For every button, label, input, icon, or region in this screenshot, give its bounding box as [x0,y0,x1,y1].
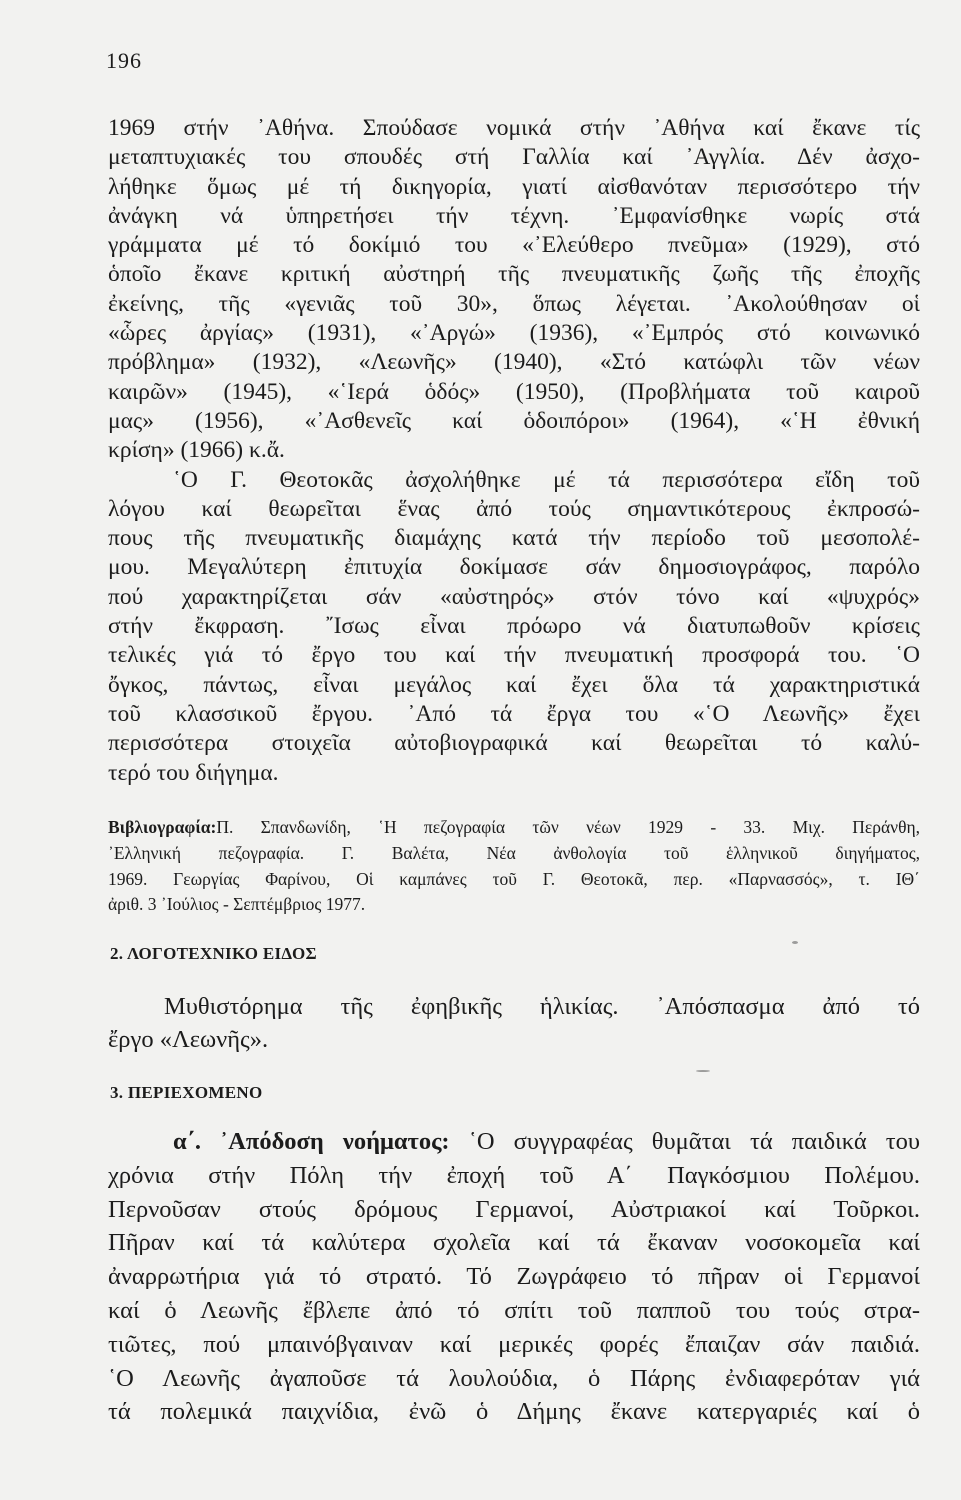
text-line: πού χαρακτηρίζεται σάν «αὐστηρός» στόν τόνο καί «ψυχρός» [108,583,920,610]
bibliography-line: ἀριθ. 3 ᾿Ιούλιος - Σεπτέμβριος 1977. [108,894,366,915]
bibliography-label: Βιβλιογραφία: [108,817,217,837]
biography-text [108,114,920,788]
text-line: χρόνια στήν Πόλη τήν ἐποχή τοῦ Α΄ Παγκόσμιου Πολέμου. [108,1161,920,1189]
text-line: ῾Ο Γ. Θεοτοκᾶς ἀσχολήθηκε μέ τά περισσότερα εἴδη τοῦ [173,466,920,493]
genre-text [108,990,920,1056]
text-line: τερό του διήγημα. [108,759,279,786]
text-line: ἔργο «Λεωνῆς». [108,1026,269,1053]
text-line: ἀναρρωτήρια γιά τό στρατό. Τό Ζωγράφειο τό πῆραν οἱ Γερμανοί [108,1263,920,1291]
page-number: 196 [106,48,142,73]
text-line: καιρῶν» (1945), «῾Ιερά ὁδός» (1950), (Προβλήματα τοῦ καιροῦ [108,378,920,405]
print-speck [696,1070,710,1072]
text-line: «ὧρες ἀργίας» (1931), «᾿Αργώ» (1936), «᾿Εμπρός στό κοινωνικό [108,320,920,347]
text-line: λόγου καί θεωρεῖται ἕνας ἀπό τούς σημαντικότερους ἐκπροσώ- [108,495,920,522]
text-line: Πῆραν καί τά καλύτερα σχολεῖα καί τά ἔκαναν νοσοκομεῖα καί [108,1229,920,1257]
bibliography-line: ᾿Ελληνική πεζογραφία. Γ. Βαλέτα, Νέα ἀνθολογία τοῦ ἑλληνικοῦ διηγήματος, [108,842,920,863]
text-line: τά πολεμικά παιχνίδια, ἐνῶ ὁ Δήμης ἔκανε κατεργαριές καί ὁ [108,1398,920,1426]
text-fragment: ῾Ο συγγραφέας θυμᾶται τά παιδικά του [468,1128,921,1155]
bibliography-line [108,815,920,841]
text-line: ἀνάγκη νά ὑπηρετήσει τήν τέχνη. ᾿Εμφανίσθηκε νωρίς στά [108,202,920,229]
text-line: ῾Ο Λεωνῆς ἀγαποῦσε τά λουλούδια, ὁ Πάρης ἐνδιαφερόταν γιά [108,1364,920,1392]
text-line: μεταπτυχιακές του σπουδές στή Γαλλία καί ᾿Αγγλία. Δέν ἀσχο- [108,144,920,171]
text-line: καί ὁ Λεωνῆς ἔβλεπε ἀπό τό σπίτι τοῦ παπποῦ του τούς στρα- [108,1296,920,1324]
text-line: μου. Μεγαλύτερη ἐπιτυχία δοκίμασε σάν δημοσιογράφος, παρόλο [108,554,920,581]
print-speck [792,941,798,944]
bibliography [108,815,920,918]
text-line: λήθηκε ὅμως μέ τή δικηγορία, γιατί αἰσθανόταν περισσότερο τήν [108,173,920,200]
text-line: Περνοῦσαν στούς δρόμους Γερμανοί, Αὐστριακοί καί Τοῦρκοι. [108,1195,920,1223]
bibliography-text: Π. Σπανδωνίδη, ῾Η πεζογραφία τῶν νέων 1929 - 33. Μιχ. Περάνθη, [216,817,920,837]
text-line: γράμματα μέ τό δοκίμιό του «᾿Ελεύθερο πνεῦμα» (1929), στό [108,232,920,259]
text-line: τοῦ κλασσικοῦ ἔργου. ᾿Από τά ἔργα του «῾Ο Λεωνῆς» ἔχει [108,700,920,727]
text-line: 1969 στήν ᾿Αθήνα. Σπούδασε νομικά στήν ᾿Αθήνα καί ἔκανε τίς [108,115,920,141]
text-line: ὄγκος, πάντως, εἶναι μεγάλος καί ἔχει ὅλα τά χαρακτηριστικά [108,671,920,698]
text-line: ὁποῖο ἔκανε κριτική αὐστηρή τῆς πνευματικῆς ζωῆς τῆς ἐποχῆς [108,261,920,288]
text-line: κρίση» (1966) κ.ἄ. [108,437,285,464]
text-line: περισσότερα στοιχεῖα αὐτοβιογραφικά καί θεωρεῖται τό καλύ- [108,730,920,757]
text-line: ἐκείνης, τῆς «γενιᾶς τοῦ 30», ὅπως λέγεται. ᾿Ακολούθησαν οἱ [108,290,920,317]
text-line: πρόβλημα» (1932), «Λεωνῆς» (1940), «Στό κατώφλι τῶν νέων [108,349,920,376]
bibliography-line: 1969. Γεωργίας Φαρίνου, Οἱ καμπάνες τοῦ Γ. Θεοτοκᾶ, περ. «Παρνασσός», τ. ΙΘ΄ [108,868,920,889]
text-line: τιῶτες, πού μπαινόβγαιναν καί μερικές φορές ἔπαιζαν σάν παιδιά. [108,1330,920,1358]
text-line: τελικές γιά τό ἔργο του καί τήν πνευματική προσφορά του. ῾Ο [108,642,920,669]
subsection-label: α΄. ᾿Απόδοση νοήματος: [173,1128,450,1155]
text-line: μας» (1956), «᾿Ασθενεῖς καί ὁδοιπόροι» (1964), «῾Η ἐθνική [108,407,920,434]
text-line: στήν ἔκφραση. ῎Ισως εἶναι πρόωρο νά διατυπωθοῦν κρίσεις [108,613,920,640]
section-heading-content: 3. ΠΕΡΙΕΧΟΜΕΝΟ [110,1083,263,1102]
text-line: Μυθιστόρημα τῆς ἐφηβικῆς ἡλικίας. ᾿Απόσπασμα ἀπό τό [164,993,920,1020]
content-text [108,1125,920,1429]
section-heading-genre: 2. ΛΟΓΟΤΕΧΝΙΚΟ ΕΙΔΟΣ [110,944,317,963]
text-line: πους τῆς πνευματικῆς διαμάχης κατά τήν περίοδο τοῦ μεσοπολέ- [108,525,920,552]
text-line [108,1125,920,1159]
